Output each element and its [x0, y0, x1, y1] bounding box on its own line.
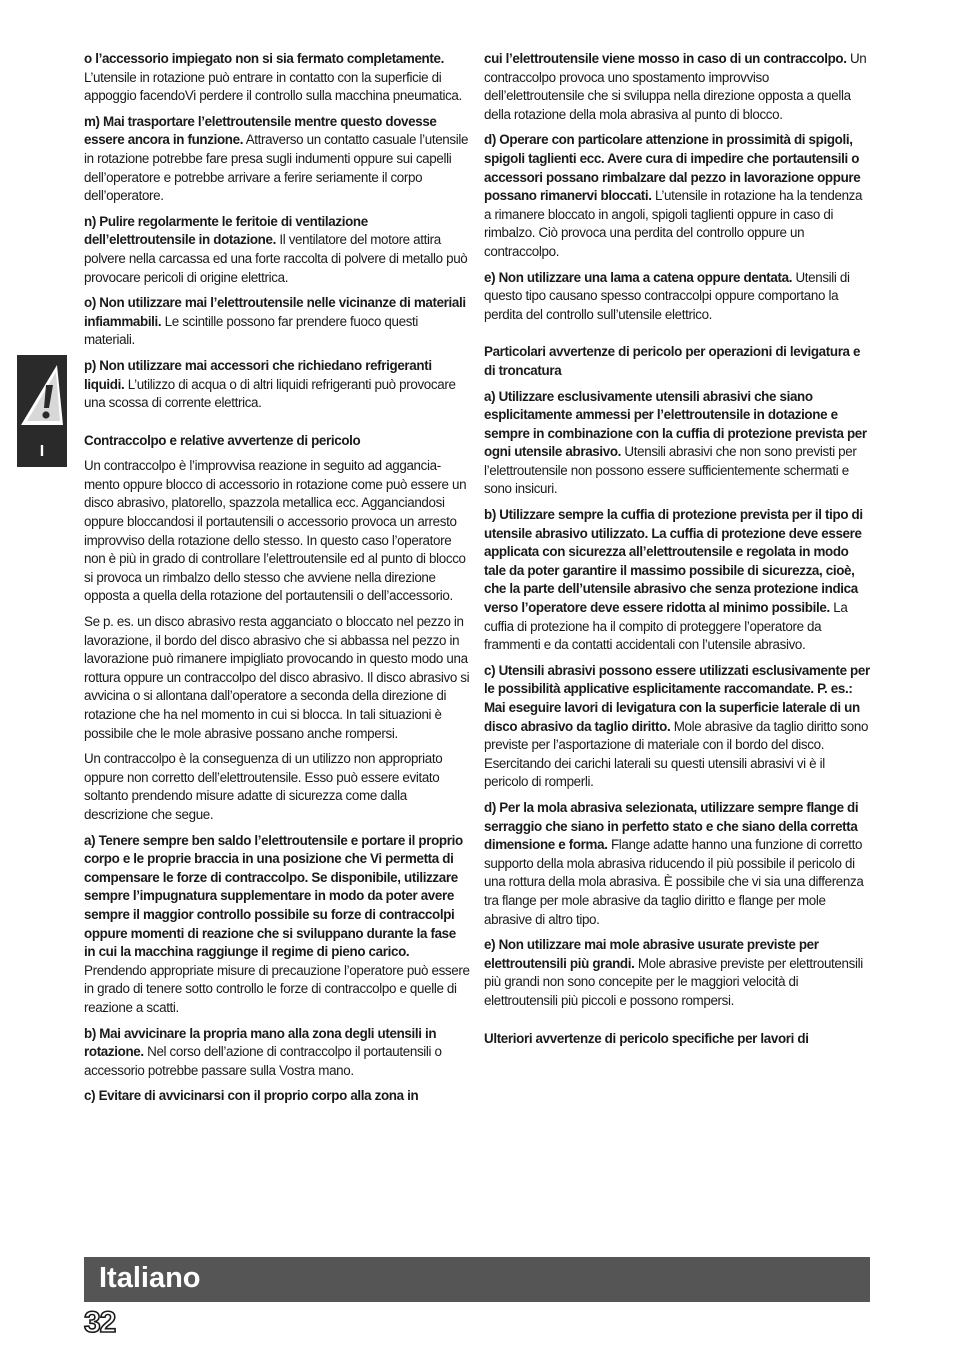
kickback-paragraph-3: Un contraccolpo è la conseguenza di un utilizzo non appropriato oppure non corretto dell’elettroutensile. Esso può essere evitato soltanto prendendo misure adatte di sicurezza come dalla descrizione che segue. — [84, 751, 443, 822]
kickback-paragraph-1: Un contraccolpo è l’improvvisa reazione in seguito ad agganciamento oppure blocco di accessorio in rotazione come può essere un disco abrasivo, platorello, spazzola metallica ecc. Agganciandosi oppure bloccandosi il portautensili o accessorio provoca un arresto improvviso della rotazione dello stesso. In questo caso l’operatore non è più in grado di controllare l’elettroutensile ed al punto di blocco si provoca un rimbalzo dello stesso che avviene nella direzione opposta a quella della rotazione del portautensili o dell’accessorio. — [84, 458, 467, 604]
kickback-item-c: c) Evitare di avvicinarsi con il proprio corpo alla zona in — [84, 1088, 419, 1104]
further-warnings-heading: Ulteriori avvertenze di pericolo specifiche per lavori di — [484, 1030, 809, 1046]
paragraph-o: o) Non utilizzare mai l’elettroutensile nelle vicinanze di materiali infiammabili. Le scintille possono far prendere fuoco questi materiali. — [84, 295, 466, 348]
kickback-item-b: b) Mai avvicinare la propria mano alla zona degli utensili in rotazione. Nel corso dell’azione di contraccolpo il portautensili o accessorio potrebbe passare sulla Vostra mano. — [84, 1025, 442, 1078]
kickback-item-a: a) Tenere sempre ben saldo l’elettroutensile e portare il proprio corpo e le proprie braccia in una posizione che Vi permetta di compensare le forze di contraccolpo. Se disponibile, utilizzare sempre l’impugnatura supplementare in modo da poter avere sempre il maggior controllo possibile su forze di contraccolpi oppure momenti di reazione che si sviluppano durante la fase in cui la macchina raggiunge il regime di pieno carico. Prendendo appropriate misure di precauzione l’operatore può essere in grado di tenere sotto controllo le forze di contraccolpo e quelle di reazione a scatti. — [84, 832, 470, 1015]
grinding-item-e: e) Non utilizzare mai mole abrasive usurate previste per elettroutensili più grandi. Mole abrasive previste per elettroutensili più grandi non sono concepite per le maggiori velocità di elettroutensili più piccoli e possono rompersi. — [484, 937, 863, 1008]
page-number: 32 — [84, 1306, 116, 1339]
paragraph-m: m) Mai trasportare l’elettroutensile mentre questo dovesse essere ancora in funzione. Attraverso un contatto casuale l’utensile in rotazione potrebbe fare presa sugli indumenti oppure sui capelli dell’operatore e potrebbe arrivare a ferire seriamente il corpo dell’operatore. — [84, 113, 469, 204]
paragraph-o-continued: o l’accessorio impiegato non si sia fermato completamente. L’utensile in rotazione può entrare in contatto con la superficie di appoggio facendoVi perdere il controllo sulla macchina pneumatica. — [84, 51, 462, 104]
kickback-item-d: d) Operare con particolare attenzione in prossimità di spigoli, spigoli taglienti ecc. Avere cura di impedire che portautensili o accessori possano rimbalzare dal pezzo in lavorazione oppure possano rimanervi bloccati. L’utensile in rotazione ha la tendenza a rimanere bloccato in angoli, spigoli taglienti oppure in caso di rimbalzo. Ciò provoca una perdita del controllo oppure un contraccolpo. — [484, 132, 863, 259]
grinding-item-d: d) Per la mola abrasiva selezionata, utilizzare sempre flange di serraggio che siano in perfetto stato e che siano della corretta dimensione e forma. Flange adatte hanno una funzione di corretto supporto della mola abrasiva riducendo il più possibile il pericolo di una rottura della mola abrasiva. È possibile che vi sia una differenza tra flange per mole abrasive da taglio diritto e flange per mole abrasive di altro tipo. — [484, 799, 864, 927]
kickback-paragraph-2: Se p. es. un disco abrasivo resta agganciato o bloccato nel pezzo in lavorazione, il bordo del disco abrasivo che si abbassa nel pezzo in lavorazione può rimanere impigliato provocando in questo modo una rottura oppure un contraccolpo del disco abrasivo. Il disco abrasivo si avvicina o si allontana dall’operatore a seconda della direzione di rotazione che ha nel momento in cui si blocca. In tali situazioni è possibile che le mole abrasive possano anche rompersi. — [84, 614, 470, 741]
grinding-heading: Particolari avvertenze di pericolo per operazioni di levigatura e di troncatura — [484, 344, 861, 378]
paragraph-p: p) Non utilizzare mai accessori che richiedano refrigeranti liquidi. L’utilizzo di acqua o di altri liquidi refrigeranti può provocare una scossa di corrente elettrica. — [84, 357, 456, 411]
language-bar — [84, 1257, 870, 1302]
paragraph-n: n) Pulire regolarmente le feritoie di ventilazione dell’elettroutensile in dotazione. Il ventilatore del motore attira polvere nella carcassa ed una forte raccolta di polvere di metallo può provocare pericoli di origine elettrica. — [84, 213, 468, 285]
kickback-item-c-continued: cui l’elettroutensile viene mosso in caso di un contraccolpo. Un contraccolpo provoca uno spostamento improvviso dell’elettroutensile che si sviluppa nella direzione opposta a quella della rotazione della mola abrasiva al punto di blocco. — [484, 51, 867, 122]
warning-triangle-icon — [19, 363, 65, 429]
grinding-item-c: c) Utensili abrasivi possono essere utilizzati esclusivamente per le possibilità applicative esplicitamente raccomandate. P. es.: Mai eseguire lavori di levigatura con la superficie laterale di un disco abrasivo da taglio diritto. Mole abrasive da taglio diritto sono previste per l’asportazione di materiale con il bordo del disco. Esercitando dei carichi laterali su questi utensili abrasivi vi è il pericolo di romperli. — [484, 662, 870, 790]
grinding-item-b: b) Utilizzare sempre la cuffia di protezione prevista per il tipo di utensile abrasivo utilizzato. La cuffia di protezione deve essere applicata con sicurezza all’elettroutensile e regolata in modo tale da poter garantire il massimo possibile di sicurezza, cioè, che la parte dell’utensile abrasivo che senza protezione indica verso l’operatore deve essere ridotta al minimo possibile. La cuffia di protezione ha il compito di proteggere l’operatore da frammenti e da contatti accidentali con l’utensile abrasivo. — [484, 507, 863, 653]
left-column — [84, 50, 470, 1113]
side-language-tab — [17, 355, 67, 467]
language-label: Italiano — [99, 1262, 201, 1294]
kickback-heading: Contraccolpo e relative avvertenze di pericolo — [84, 432, 361, 448]
kickback-item-e: e) Non utilizzare una lama a catena oppure dentata. Utensili di questo tipo causano spesso contraccolpi oppure comportano la perdita del controllo sull’utensile elettrico. — [484, 269, 850, 322]
grinding-item-a: a) Utilizzare esclusivamente utensili abrasivi che siano esplicitamente ammessi per l’elettroutensile in dotazione e sempre in combinazione con la cuffia di protezione prevista per ogni utensile abrasivo. Utensili abrasivi che non sono previsti per l’elettroutensile non possono essere sufficientemente schermati e sono insicuri. — [484, 388, 867, 497]
tab-letter: I — [39, 443, 45, 460]
right-column — [484, 50, 870, 1055]
